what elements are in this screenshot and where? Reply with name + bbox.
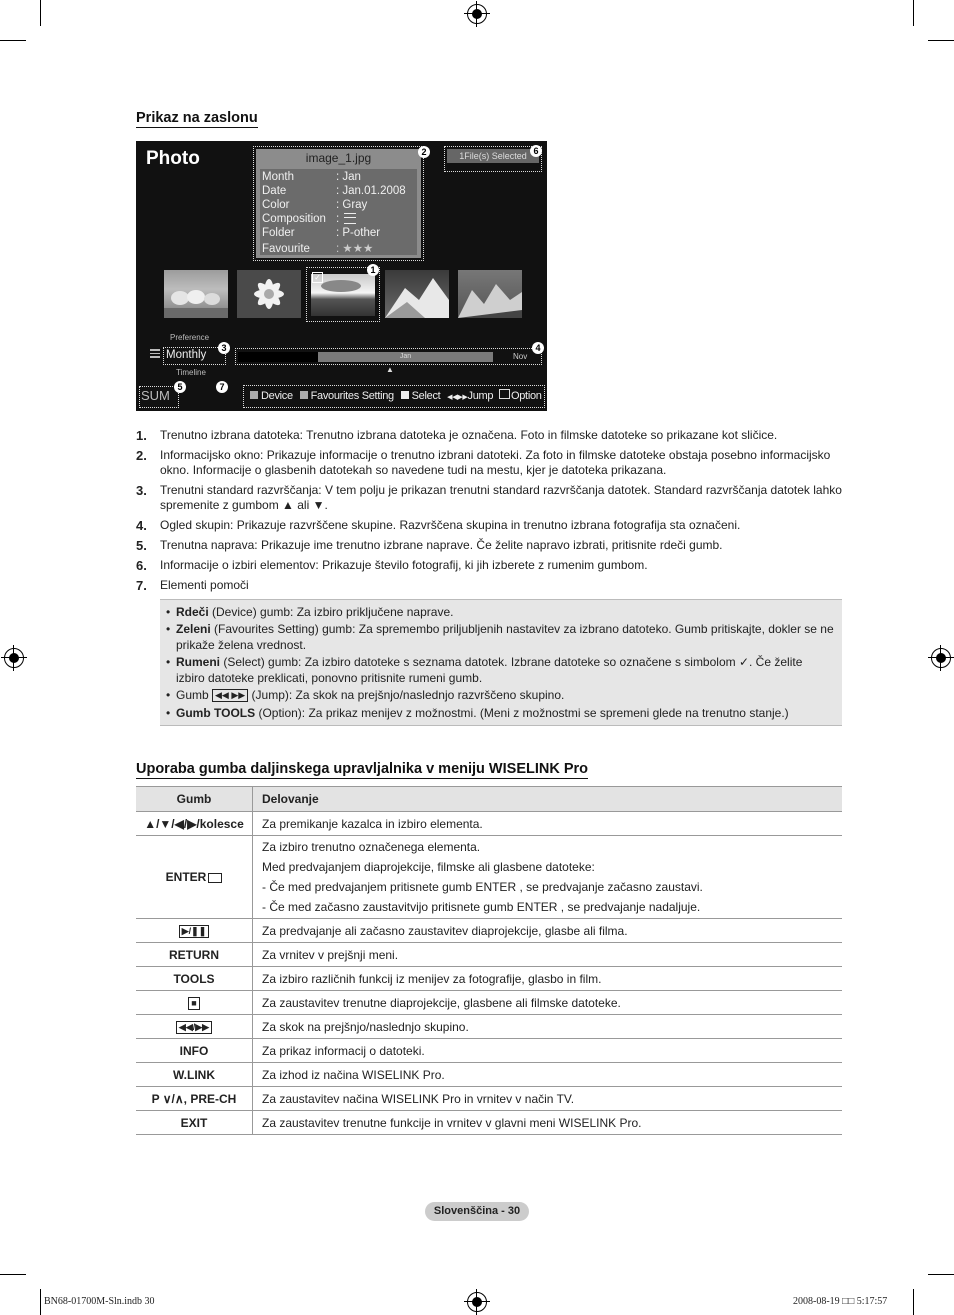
button-key: ENTER bbox=[136, 836, 253, 919]
jump-icon: ◀◀▶▶ bbox=[447, 394, 468, 401]
table-row bbox=[136, 1063, 842, 1087]
button-key: TOOLS bbox=[136, 967, 253, 991]
crop-mark bbox=[0, 1274, 26, 1275]
highlight-frame-timeline bbox=[235, 348, 542, 365]
thumbnail-peaks[interactable] bbox=[458, 270, 522, 318]
jump-keys-icon: ◀◀ ▶▶ bbox=[212, 689, 248, 702]
button-action: Za zaustavitev trenutne diaprojekcije, glasbene ali filmske datoteke. bbox=[253, 991, 843, 1015]
table-row bbox=[136, 943, 842, 967]
highlight-frame-help bbox=[243, 385, 545, 408]
timeline-current-group[interactable]: Jan bbox=[318, 352, 493, 362]
button-action: Za zaustavitev načina WISELINK Pro in vrnitev v način TV. bbox=[253, 1087, 843, 1111]
timeline-label: Timeline bbox=[176, 368, 206, 377]
registration-mark-icon bbox=[931, 648, 951, 668]
table-row bbox=[136, 812, 842, 836]
mountain-image bbox=[385, 270, 449, 318]
table-row bbox=[136, 991, 842, 1015]
button-key: ▲/▼/◀/▶/kolesce bbox=[136, 812, 253, 836]
help-device: Device bbox=[261, 390, 293, 402]
flower-image bbox=[237, 270, 301, 318]
info-row-date: Date : Jan.01.2008 bbox=[262, 185, 406, 197]
timeline-pointer-icon: ▲ bbox=[386, 365, 394, 374]
info-row-color: Color : Gray bbox=[262, 199, 368, 211]
note-item: • Rumeni (Select) gumb: Za izbiro datoteke s seznama datotek. Izbrane datoteke so označene s simbolom ✓. Če želite izbiro datoteke preklicati, ponovno pritisnite rumeni gumb. bbox=[166, 655, 803, 685]
button-key: EXIT bbox=[136, 1111, 253, 1135]
highlight-frame-sort bbox=[163, 347, 226, 365]
enter-icon bbox=[208, 873, 222, 883]
button-action: Za izhod iz načina WISELINK Pro. bbox=[253, 1063, 843, 1087]
col-header-action: Delovanje bbox=[253, 787, 843, 812]
table-row bbox=[136, 1087, 842, 1111]
list-item: 5. Trenutna naprava: Prikazuje ime trenutno izbrane naprave. Če želite napravo izbrati, pritisnite rdeči gumb. bbox=[136, 538, 723, 553]
peaks-image bbox=[458, 270, 522, 318]
button-action: Za izbiro različnih funkcij iz menijev za fotografije, glasbo in film. bbox=[253, 967, 843, 991]
highlight-frame-selection bbox=[444, 146, 542, 172]
notes-box bbox=[160, 599, 842, 726]
info-filename: image_1.jpg bbox=[305, 151, 372, 165]
table-header-row bbox=[136, 787, 842, 812]
help-select: Select bbox=[411, 390, 441, 402]
note-item: • Zeleni (Favourites Setting) gumb: Za spremembo priljubljenih nastavitev za izbrano datoteko. Gumb pritiskajte, dokler se ne prikaže želena vrednost. bbox=[166, 622, 834, 652]
col-header-button: Gumb bbox=[136, 787, 253, 812]
callout-badge-2: 2 bbox=[418, 146, 430, 158]
table-row bbox=[136, 836, 842, 919]
sort-menu-icon bbox=[150, 349, 160, 360]
crop-mark bbox=[928, 1274, 954, 1275]
section-heading-remote: Uporaba gumba daljinskega upravljalnika v meniju WISELINK Pro bbox=[136, 761, 589, 777]
callout-badge-4: 4 bbox=[532, 342, 544, 354]
thumbnail-mountain[interactable] bbox=[385, 270, 449, 318]
preference-label: Preference bbox=[170, 333, 210, 342]
note-item: • Gumb ◀◀ ▶▶ (Jump): Za skok na prejšnjo/naslednjo razvrščeno skupino. bbox=[166, 688, 565, 702]
crop-mark bbox=[913, 1289, 914, 1315]
list-item: 4. Ogled skupin: Prikazuje razvrščene skupine. Razvrščena skupina in trenutno izbrana fotografija sta označeni. bbox=[136, 518, 741, 533]
callout-badge-5: 5 bbox=[174, 381, 186, 393]
button-action: Za premikanje kazalca in izbiro elementa. bbox=[253, 812, 843, 836]
note-item: • Rdeči (Device) gumb: Za izbiro priključene naprave. bbox=[166, 605, 454, 619]
button-action: Za skok na prejšnjo/naslednjo skupino. bbox=[253, 1015, 843, 1039]
info-row-folder: Folder : P-other bbox=[262, 227, 381, 239]
screen-title: Photo bbox=[146, 148, 200, 169]
note-item: • Gumb TOOLS (Option): Za prikaz menijev z možnostmi. (Meni z možnostmi se spremeni glede na trenutno stanje.) bbox=[166, 706, 789, 720]
button-key: INFO bbox=[136, 1039, 253, 1063]
page-number: Slovenščina - 30 bbox=[425, 1202, 529, 1221]
button-key: P ∨/∧, PRE-CH bbox=[136, 1087, 253, 1111]
registration-mark-icon bbox=[467, 4, 487, 24]
registration-mark-icon bbox=[4, 648, 24, 668]
remote-buttons-table bbox=[136, 786, 842, 1135]
selected-count: 1File(s) Selected bbox=[447, 149, 539, 163]
help-favourites: Favourites Setting bbox=[310, 390, 394, 402]
highlight-frame-device bbox=[139, 386, 179, 408]
slug-right: 2008-08-19 □□ 5:17:57 bbox=[793, 1296, 888, 1307]
table-row bbox=[136, 919, 842, 943]
crop-mark bbox=[40, 1289, 41, 1315]
registration-mark-icon bbox=[467, 1292, 487, 1312]
button-action: Za predvajanje ali začasno zaustavitev diaprojekcije, glasbe ali filma. bbox=[253, 919, 843, 943]
crop-mark bbox=[913, 0, 914, 26]
thumbnail-flower[interactable] bbox=[237, 270, 301, 318]
callout-badge-3: 3 bbox=[218, 342, 230, 354]
info-row-month: Month : Jan bbox=[262, 171, 361, 183]
button-key: ◀◀/▶▶ bbox=[136, 1015, 253, 1039]
list-item: 1. Trenutno izbrana datoteka: Trenutno izbrana datoteka je označena. Foto in filmske datoteke so prikazane kot sličice. bbox=[136, 428, 778, 443]
callout-badge-7: 7 bbox=[216, 381, 228, 393]
table-row bbox=[136, 967, 842, 991]
sheep-image bbox=[164, 270, 228, 318]
button-key: ■ bbox=[136, 991, 253, 1015]
sort-mode-value[interactable]: Monthly bbox=[166, 349, 207, 361]
crop-mark bbox=[40, 0, 41, 26]
slug-left: BN68-01700M-Sln.indb 30 bbox=[44, 1296, 155, 1307]
device-name[interactable]: SUM bbox=[141, 388, 170, 403]
button-action: Za prikaz informacij o datoteki. bbox=[253, 1039, 843, 1063]
list-item: 7. Elementi pomoči bbox=[136, 578, 249, 593]
crop-mark bbox=[928, 40, 954, 41]
info-row-favourite: Favourite : ★★★ bbox=[262, 243, 374, 255]
button-action: Za zaustavitev trenutne funkcije in vrnitev v glavni meni WISELINK Pro. bbox=[253, 1111, 843, 1135]
help-jump: Jump bbox=[467, 390, 494, 402]
crop-mark bbox=[0, 40, 26, 41]
button-action: Za izbiro trenutno označenega elementa. Med predvajanjem diaprojekcije, filmske ali glasbene datoteke: - Če med predvajanjem pritisnete gumb ENTER , se predvajanje začasno zaustavi. - Če med začasno zaustavitvijo pritisnete gumb ENTER , se predvajanje nadaljuje. bbox=[253, 836, 843, 919]
section-heading-display: Prikaz na zaslonu bbox=[136, 110, 258, 126]
info-row-composition: Composition : bbox=[262, 213, 356, 225]
callout-badge-6: 6 bbox=[530, 145, 542, 157]
list-item: 6. Informacije o izbiri elementov: Prikazuje število fotografij, ki jih izberete z rumenim gumbom. bbox=[136, 558, 648, 573]
table-row bbox=[136, 1039, 842, 1063]
help-option: Option bbox=[510, 390, 542, 402]
table-row bbox=[136, 1111, 842, 1135]
button-action: Za vrnitev v prejšnji meni. bbox=[253, 943, 843, 967]
thumbnail-sheep[interactable] bbox=[164, 270, 228, 318]
button-key: ▶/❚❚ bbox=[136, 919, 253, 943]
button-key: W.LINK bbox=[136, 1063, 253, 1087]
callout-badge-1: 1 bbox=[367, 264, 379, 276]
timeline-end-label: Nov bbox=[513, 352, 528, 361]
check-mark-icon: ✓ bbox=[312, 272, 323, 283]
list-item: 3. Trenutni standard razvrščanja: V tem polju je prikazan trenutni standard razvrščanja datotek. Standard razvrščanja datotek lahko spremenite z gumbom ▲ ali ▼. bbox=[136, 483, 842, 512]
table-row bbox=[136, 1015, 842, 1039]
highlight-frame-info bbox=[253, 146, 424, 261]
button-key: RETURN bbox=[136, 943, 253, 967]
list-item: 2. Informacijsko okno: Prikazuje informacije o trenutno izbrani datoteki. Za foto in filmske datoteke obstaja posebno informacijsko okno. Informacije o glasbenih datotekah so navedene tudi na mestu, kjer je datoteka prikazana. bbox=[136, 448, 831, 477]
